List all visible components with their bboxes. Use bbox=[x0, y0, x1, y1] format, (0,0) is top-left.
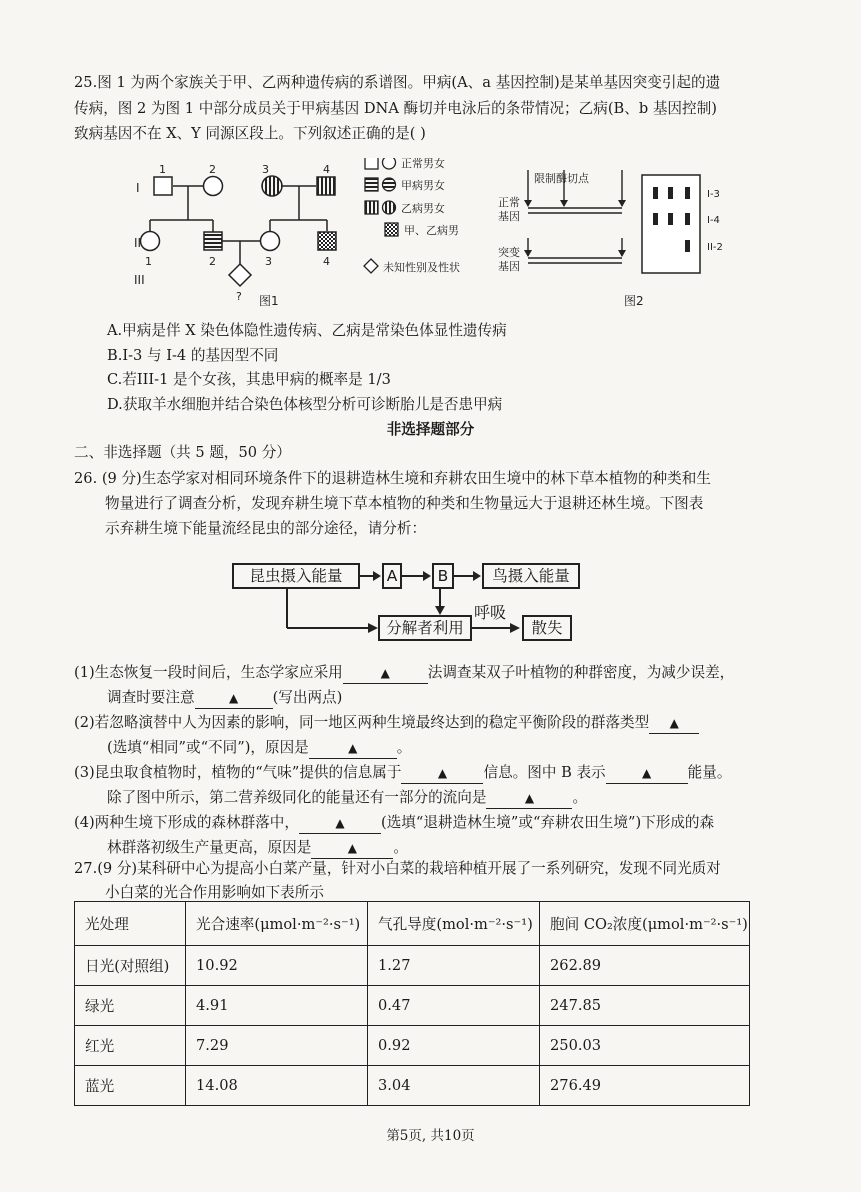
table-cell: 3.04 bbox=[368, 1066, 540, 1106]
part-title: 非选择题部分 bbox=[386, 421, 475, 438]
table-cell: 262.89 bbox=[540, 946, 750, 986]
q25-option-c: C.若III-1 是个女孩，其患甲病的概率是 1/3 bbox=[107, 371, 391, 388]
pedigree-ii2-a-male bbox=[204, 232, 222, 250]
band-i4-3 bbox=[685, 213, 690, 225]
table-cell: 10.92 bbox=[186, 946, 368, 986]
label-unknown: ? bbox=[236, 290, 242, 303]
label-ii1: 1 bbox=[145, 255, 152, 268]
flow-dissipate: 散失 bbox=[522, 615, 572, 641]
fig1-caption: 图1 bbox=[259, 294, 279, 308]
table-row bbox=[75, 946, 750, 986]
blank-3-3: ▲ bbox=[486, 788, 572, 809]
q26-sub2-line1: (2)若忽略演替中人为因素的影响，同一地区两种生境最终达到的稳定平衡阶段的群落类型 ▲ bbox=[74, 713, 699, 734]
gen-label-ii: II bbox=[134, 236, 142, 250]
legend-unknown-symbol bbox=[364, 259, 378, 273]
q25-line2: 传病，图 2 为图 1 中部分成员关于甲病基因 DNA 酶切并电泳后的条带情况；乙病(B、b 基因控制) bbox=[74, 100, 717, 117]
table-row bbox=[75, 986, 750, 1026]
label-i2: 2 bbox=[209, 163, 216, 176]
legend-normal-female-symbol bbox=[383, 158, 396, 169]
band-i4-1 bbox=[653, 213, 658, 225]
table-row bbox=[75, 1066, 750, 1106]
table-row bbox=[75, 1026, 750, 1066]
blank-1-2: ▲ bbox=[195, 688, 273, 709]
pedigree-ii4-ab-male bbox=[318, 232, 336, 250]
table-cell: 4.91 bbox=[186, 986, 368, 1026]
blank-1-1: ▲ bbox=[343, 663, 428, 684]
pedigree-i4-b-male bbox=[317, 177, 335, 195]
label-i4: 4 bbox=[323, 163, 330, 176]
pedigree-i2-normal-female bbox=[204, 177, 223, 196]
legend-b-male-symbol bbox=[365, 201, 378, 214]
q27-intro-1: 27.(9 分)某科研中心为提高小白菜产量，针对小白菜的栽培种植开展了一系列研究，发现不同光质对 bbox=[74, 860, 721, 877]
legend-normal-male-symbol bbox=[365, 158, 378, 169]
pedigree-ii3-normal-female bbox=[261, 232, 280, 251]
table-cell: 日光(对照组) bbox=[75, 946, 186, 986]
legend-normal: 正常男女 bbox=[401, 158, 445, 170]
blank-2-2: ▲ bbox=[309, 738, 397, 759]
pedigree-figure bbox=[125, 158, 480, 310]
pedigree-iii1-unknown bbox=[229, 264, 251, 286]
fig2-caption: 图2 bbox=[624, 294, 644, 308]
q26-sub2-line2: (选填“相同”或“不同”)，原因是 ▲ 。 bbox=[107, 738, 411, 759]
lane-label-i3: I-3 bbox=[707, 189, 720, 200]
q25-line3: 致病基因不在 X、Y 同源区段上。下列叙述正确的是( ) bbox=[74, 125, 426, 142]
pedigree-i3-b-female bbox=[262, 176, 282, 196]
q25-option-b: B.I-3 与 I-4 的基因型不同 bbox=[107, 347, 279, 364]
blank-3-2: ▲ bbox=[606, 763, 688, 784]
table-cell: 250.03 bbox=[540, 1026, 750, 1066]
table-cell: 1.27 bbox=[368, 946, 540, 986]
band-ii2 bbox=[685, 240, 690, 252]
page-footer: 第5页, 共10页 bbox=[386, 1128, 475, 1144]
normal-gene-label-2: 基因 bbox=[498, 210, 520, 223]
th-stomatal: 气孔导度(mol·m⁻²·s⁻¹) bbox=[368, 902, 540, 946]
q26-sub3-line1: (3)昆虫取食植物时，植物的“气味”提供的信息属于 ▲ 信息。图中 B 表示 ▲ 能量。 bbox=[74, 763, 731, 784]
q25-option-d: D.获取羊水细胞并结合染色体核型分析可诊断胎儿是否患甲病 bbox=[107, 396, 503, 413]
flow-insect-intake: 昆虫摄入能量 bbox=[232, 563, 360, 589]
table-cell: 0.47 bbox=[368, 986, 540, 1026]
table-cell: 276.49 bbox=[540, 1066, 750, 1106]
flow-a: A bbox=[382, 563, 402, 589]
normal-gene-label-1: 正常 bbox=[498, 196, 520, 209]
legend-ab-male-symbol bbox=[385, 223, 398, 236]
legend-unknown: 未知性别及性状 bbox=[383, 261, 460, 274]
th-photo-rate: 光合速率(μmol·m⁻²·s⁻¹) bbox=[186, 902, 368, 946]
flow-decomposer: 分解者利用 bbox=[378, 615, 472, 641]
table-cell: 红光 bbox=[75, 1026, 186, 1066]
lane-label-i4: I-4 bbox=[707, 215, 720, 226]
q27-intro-2: 小白菜的光合作用影响如下表所示 bbox=[105, 884, 324, 901]
light-quality-table bbox=[74, 901, 750, 1106]
blank-2-1: ▲ bbox=[649, 713, 699, 734]
q25-option-a: A.甲病是伴 X 染色体隐性遗传病、乙病是常染色体显性遗传病 bbox=[107, 322, 507, 339]
label-i3: 3 bbox=[262, 163, 269, 176]
band-i4-2 bbox=[668, 213, 673, 225]
q26-sub3-line2: 除了图中所示，第二营养级同化的能量还有一部分的流向是 ▲ 。 bbox=[107, 788, 587, 809]
gen-label-iii: III bbox=[134, 273, 145, 287]
electrophoresis-figure bbox=[492, 160, 752, 310]
label-ii2: 2 bbox=[209, 255, 216, 268]
gen-label-i: I bbox=[136, 181, 140, 195]
band-i3-2 bbox=[668, 187, 673, 199]
legend-a: 甲病男女 bbox=[401, 179, 445, 192]
blank-3-1: ▲ bbox=[401, 763, 483, 784]
table-cell: 7.29 bbox=[186, 1026, 368, 1066]
blank-4-2: ▲ bbox=[311, 838, 393, 859]
legend-a-male-symbol bbox=[365, 178, 378, 191]
legend-a-female-symbol bbox=[383, 178, 396, 191]
table-cell: 14.08 bbox=[186, 1066, 368, 1106]
section-heading: 二、非选择题（共 5 题，50 分） bbox=[74, 444, 291, 461]
q26-sub4-line1: (4)两种生境下形成的森林群落中， ▲ (选填“退耕造林生境”或“弃耕农田生境”)下形成的森 bbox=[74, 813, 714, 834]
q26-sub1-line2: 调查时要注意 ▲ (写出两点) bbox=[107, 688, 342, 709]
lane-label-ii2: II-2 bbox=[707, 242, 723, 253]
q25-line1: 25.图 1 为两个家族关于甲、乙两种遗传病的系谱图。甲病(A、a 基因控制)是某单基因突变引起的遗 bbox=[74, 74, 721, 91]
table-cell: 绿光 bbox=[75, 986, 186, 1026]
table-cell: 247.85 bbox=[540, 986, 750, 1026]
label-ii4: 4 bbox=[323, 255, 330, 268]
th-co2: 胞间 CO₂浓度(μmol·m⁻²·s⁻¹) bbox=[540, 902, 750, 946]
table-cell: 0.92 bbox=[368, 1026, 540, 1066]
q26-sub1-line1: (1)生态恢复一段时间后，生态学家应采用 ▲ 法调查某双子叶植物的种群密度，为减少误差， bbox=[74, 663, 734, 684]
pedigree-i1-normal-male bbox=[154, 177, 172, 195]
q26-intro-1: 26. (9 分)生态学家对相同环境条件下的退耕造林生境和弃耕农田生境中的林下草本植物的种类和生 bbox=[74, 470, 711, 487]
enzyme-site-label: 限制酶切点 bbox=[534, 172, 589, 185]
q26-intro-3: 示弃耕生境下能量流经昆虫的部分途径，请分析： bbox=[105, 520, 427, 537]
table-cell: 蓝光 bbox=[75, 1066, 186, 1106]
mutant-gene-label-2: 基因 bbox=[498, 260, 520, 273]
mutant-gene-label-1: 突变 bbox=[498, 246, 520, 259]
pedigree-ii1-normal-female bbox=[141, 232, 160, 251]
th-light: 光处理 bbox=[75, 902, 186, 946]
q26-intro-2: 物量进行了调查分析，发现弃耕生境下草本植物的种类和生物量远大于退耕还林生境。下图表 bbox=[105, 495, 704, 512]
blank-4-1: ▲ bbox=[299, 813, 381, 834]
q26-sub4-line2: 林群落初级生产量更高，原因是 ▲ 。 bbox=[107, 838, 408, 859]
flow-b: B bbox=[432, 563, 454, 589]
flow-bird-intake: 鸟摄入能量 bbox=[482, 563, 580, 589]
band-i3-3 bbox=[685, 187, 690, 199]
legend-b-female-symbol bbox=[383, 201, 396, 214]
legend-ab: 甲、乙病男 bbox=[404, 224, 459, 237]
band-i3-1 bbox=[653, 187, 658, 199]
label-ii3: 3 bbox=[265, 255, 272, 268]
flow-respiration: 呼吸 bbox=[474, 603, 507, 622]
label-i1: 1 bbox=[159, 163, 166, 176]
table-header-row bbox=[75, 902, 750, 946]
legend-b: 乙病男女 bbox=[401, 202, 445, 215]
